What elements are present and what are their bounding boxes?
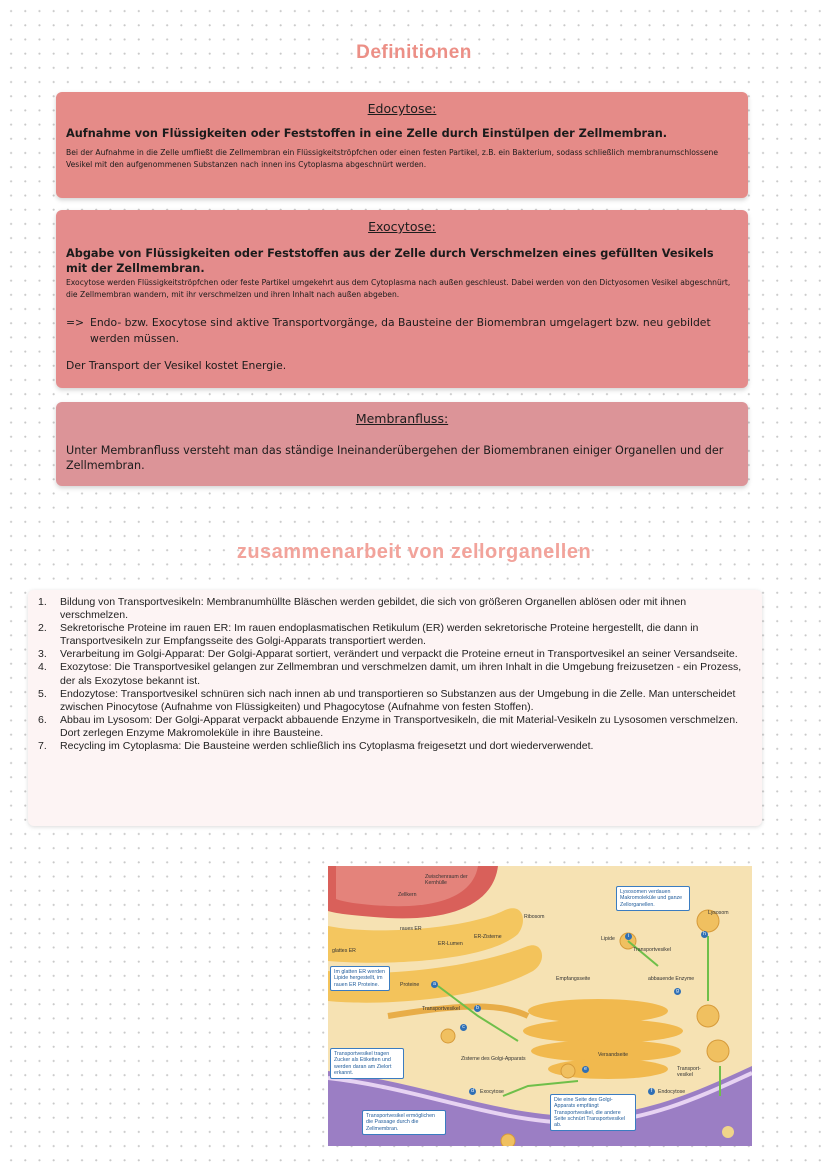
label-transportvesikel-2: Transportvesikel (633, 947, 671, 953)
list-number: 4. (38, 661, 47, 674)
arrow-symbol: => (66, 316, 85, 329)
label-versandseite: Versandseite (598, 1052, 628, 1058)
label-exocytose: Exocytose (480, 1089, 504, 1095)
cell-organelles-diagram (328, 866, 752, 1146)
marker-d: d (469, 1088, 476, 1095)
exocytosis-title: Exocytose: (368, 219, 436, 234)
label-lipide: Lipide (601, 936, 615, 942)
label-raues-er: raues ER (400, 926, 422, 932)
list-number: 6. (38, 713, 47, 726)
label-zellkern: Zellkern (398, 892, 417, 898)
list-text: Bildung von Transportvesikeln: Membranumhüllte Bläschen werden gebildet, die sich von größeren Organellen ablösen oder mit ihnen verschmelzen. (60, 596, 687, 622)
label-transportvesikel-1: Transportvesikel (422, 1006, 460, 1012)
exocytosis-lead: Abgabe von Flüssigkeiten oder Feststoffen aus der Zelle durch Verschmelzen eines gefüllten Vesikels mit der Zellmembran. (66, 247, 714, 275)
list-item (38, 648, 752, 661)
list-number: 7. (38, 740, 47, 753)
label-zwischenraum: Zwischenraum der Kernhülle (425, 874, 468, 886)
membrane-flow-text: Unter Membranfluss versteht man das ständige Ineinanderübergehen der Biomembranen einiger Organellen und der Zellmembran. (66, 444, 724, 472)
list-item (38, 688, 752, 714)
exocytosis-card (56, 210, 748, 388)
list-number: 3. (38, 648, 47, 661)
cooperation-list-box (28, 590, 762, 826)
marker-e: e (582, 1066, 589, 1073)
note-etiketten: Transportvesikel tragen Zucker als Etiketten und werden daran am Zielort erkannt. (330, 1048, 404, 1079)
label-empfangsseite: Empfangsseite (556, 976, 591, 982)
exocytosis-detail: Exocytose werden Flüssigkeitströpfchen oder feste Partikel umgekehrt aus dem Cytoplasma nach außen geschleust. Dabei werden von den Dictyosomen Vesikel abgeschnürt, die Zellmembran wandern, mit ihr verschmelzen und ihren Inhalt nach außen abgeben. (66, 278, 731, 299)
list-text: Recycling im Cytoplasma: Die Bausteine werden schließlich ins Cytoplasma freigesetzt und dort wiederverwendet. (60, 740, 594, 753)
label-er-lumen: ER-Lumen (438, 941, 463, 947)
list-number: 2. (38, 622, 47, 635)
endocytosis-title: Edocytose: (367, 101, 437, 116)
list-text: Endozytose: Transportvesikel schnüren sich nach innen ab und transportieren so Substanzen aus der Umgebung in die Zelle. Man unterscheidet zwischen Pinocytose (Aufnahme von Flüssigkeiten) und Phagocytose (Aufnahme von festen Stoffen). (60, 687, 736, 713)
list-item (38, 596, 752, 622)
list-item (38, 714, 752, 740)
list-text: Sekretorische Proteine im rauen ER: Im rauen endoplasmatischen Retikulum (ER) werden sekretorische Proteine hergestellt, die dann in Transportvesikeln zur Empfangsseite des Golgi-Apparats transportiert werden. (60, 622, 699, 648)
list-text: Exozytose: Die Transportvesikel gelangen zur Zellmembran und verschmelzen damit, um ihren Inhalt in die Umgebung freizusetzen - ein Prozess, der als Exozytose bekannt ist. (60, 661, 742, 687)
endocytosis-lead: Aufnahme von Flüssigkeiten oder Feststoffen in eine Zelle durch Einstülpen der Zellmembran. (66, 127, 668, 140)
definitions-heading: Definitionen (356, 42, 472, 63)
note-golgi-seite: Die eine Seite des Golgi-Apparats empfängt Transportvesikel, die andere Seite schnürt Transportvesikel ab. (550, 1094, 636, 1131)
marker-c: c (460, 1024, 467, 1031)
note-lysosomen: Lysosomen verdauen Makromoleküle und ganze Zellorganellen. (616, 886, 690, 911)
list-item (38, 622, 752, 648)
active-transport-note (66, 315, 738, 347)
label-zisterne-golgi: Zisterne des Golgi-Apparats (461, 1056, 526, 1062)
label-glattes-er: glattes ER (332, 948, 356, 954)
marker-f: f (648, 1088, 655, 1095)
note-glattes-er: Im glatten ER werden Lipide hergestellt, im rauen ER Proteine. (330, 966, 390, 991)
membrane-flow-title: Membranfluss: (355, 411, 449, 426)
endocytosis-card (56, 92, 748, 198)
cooperation-heading: zusammenarbeit von zellorganellen (236, 541, 592, 563)
label-proteine: Proteine (400, 982, 420, 988)
list-item (38, 661, 752, 687)
endocytosis-detail: Bei der Aufnahme in die Zelle umfließt die Zellmembran ein Flüssigkeitströpfchen oder einen festen Partikel, z.B. ein Bakterium, sodass schließlich membranumschlossene Vesikel mit den aufgenommenen Substanzen nach innen ins Cytoplasma abgeschnürt werden. (66, 148, 719, 169)
marker-a: a (431, 981, 438, 988)
label-lysosom: Lysosom (708, 910, 729, 916)
list-number: 5. (38, 687, 47, 700)
energy-note: Der Transport der Vesikel kostet Energie. (66, 359, 287, 372)
label-er-zisterne: ER-Zisterne (474, 934, 502, 940)
list-item (38, 740, 752, 753)
label-abbauende-enzyme: abbauende Enzyme (648, 976, 695, 982)
list-number: 1. (38, 596, 47, 608)
marker-g: g (674, 988, 681, 995)
label-transportvesikel-3: Transport-vesikel (677, 1066, 701, 1078)
list-text: Verarbeitung im Golgi-Apparat: Der Golgi-Apparat sortiert, verändert und verpackt die Proteine erneut in Transportvesikel an seiner Versandseite. (60, 648, 738, 661)
active-transport-text: Endo- bzw. Exocytose sind aktive Transportvorgänge, da Bausteine der Biomembran umgelagert bzw. neu gebildet werden müssen. (90, 316, 711, 345)
marker-i: i (625, 933, 632, 940)
marker-b: b (474, 1005, 481, 1012)
note-passage: Transportvesikel ermöglichen die Passage durch die Zellmembran. (362, 1110, 446, 1135)
cooperation-list (38, 596, 752, 753)
label-endocytose: Endocytose (658, 1089, 686, 1095)
marker-h: h (701, 931, 708, 938)
list-text: Abbau im Lysosom: Der Golgi-Apparat verpackt abbauende Enzyme in Transportvesikeln, die mit Material-Vesikeln zu Lysosomen verschmelzen. Dort zerlegen Enzyme Makromoleküle in ihre Bausteine. (60, 713, 739, 739)
label-ribosom: Ribosom (524, 914, 545, 920)
membrane-flow-card (56, 402, 748, 486)
